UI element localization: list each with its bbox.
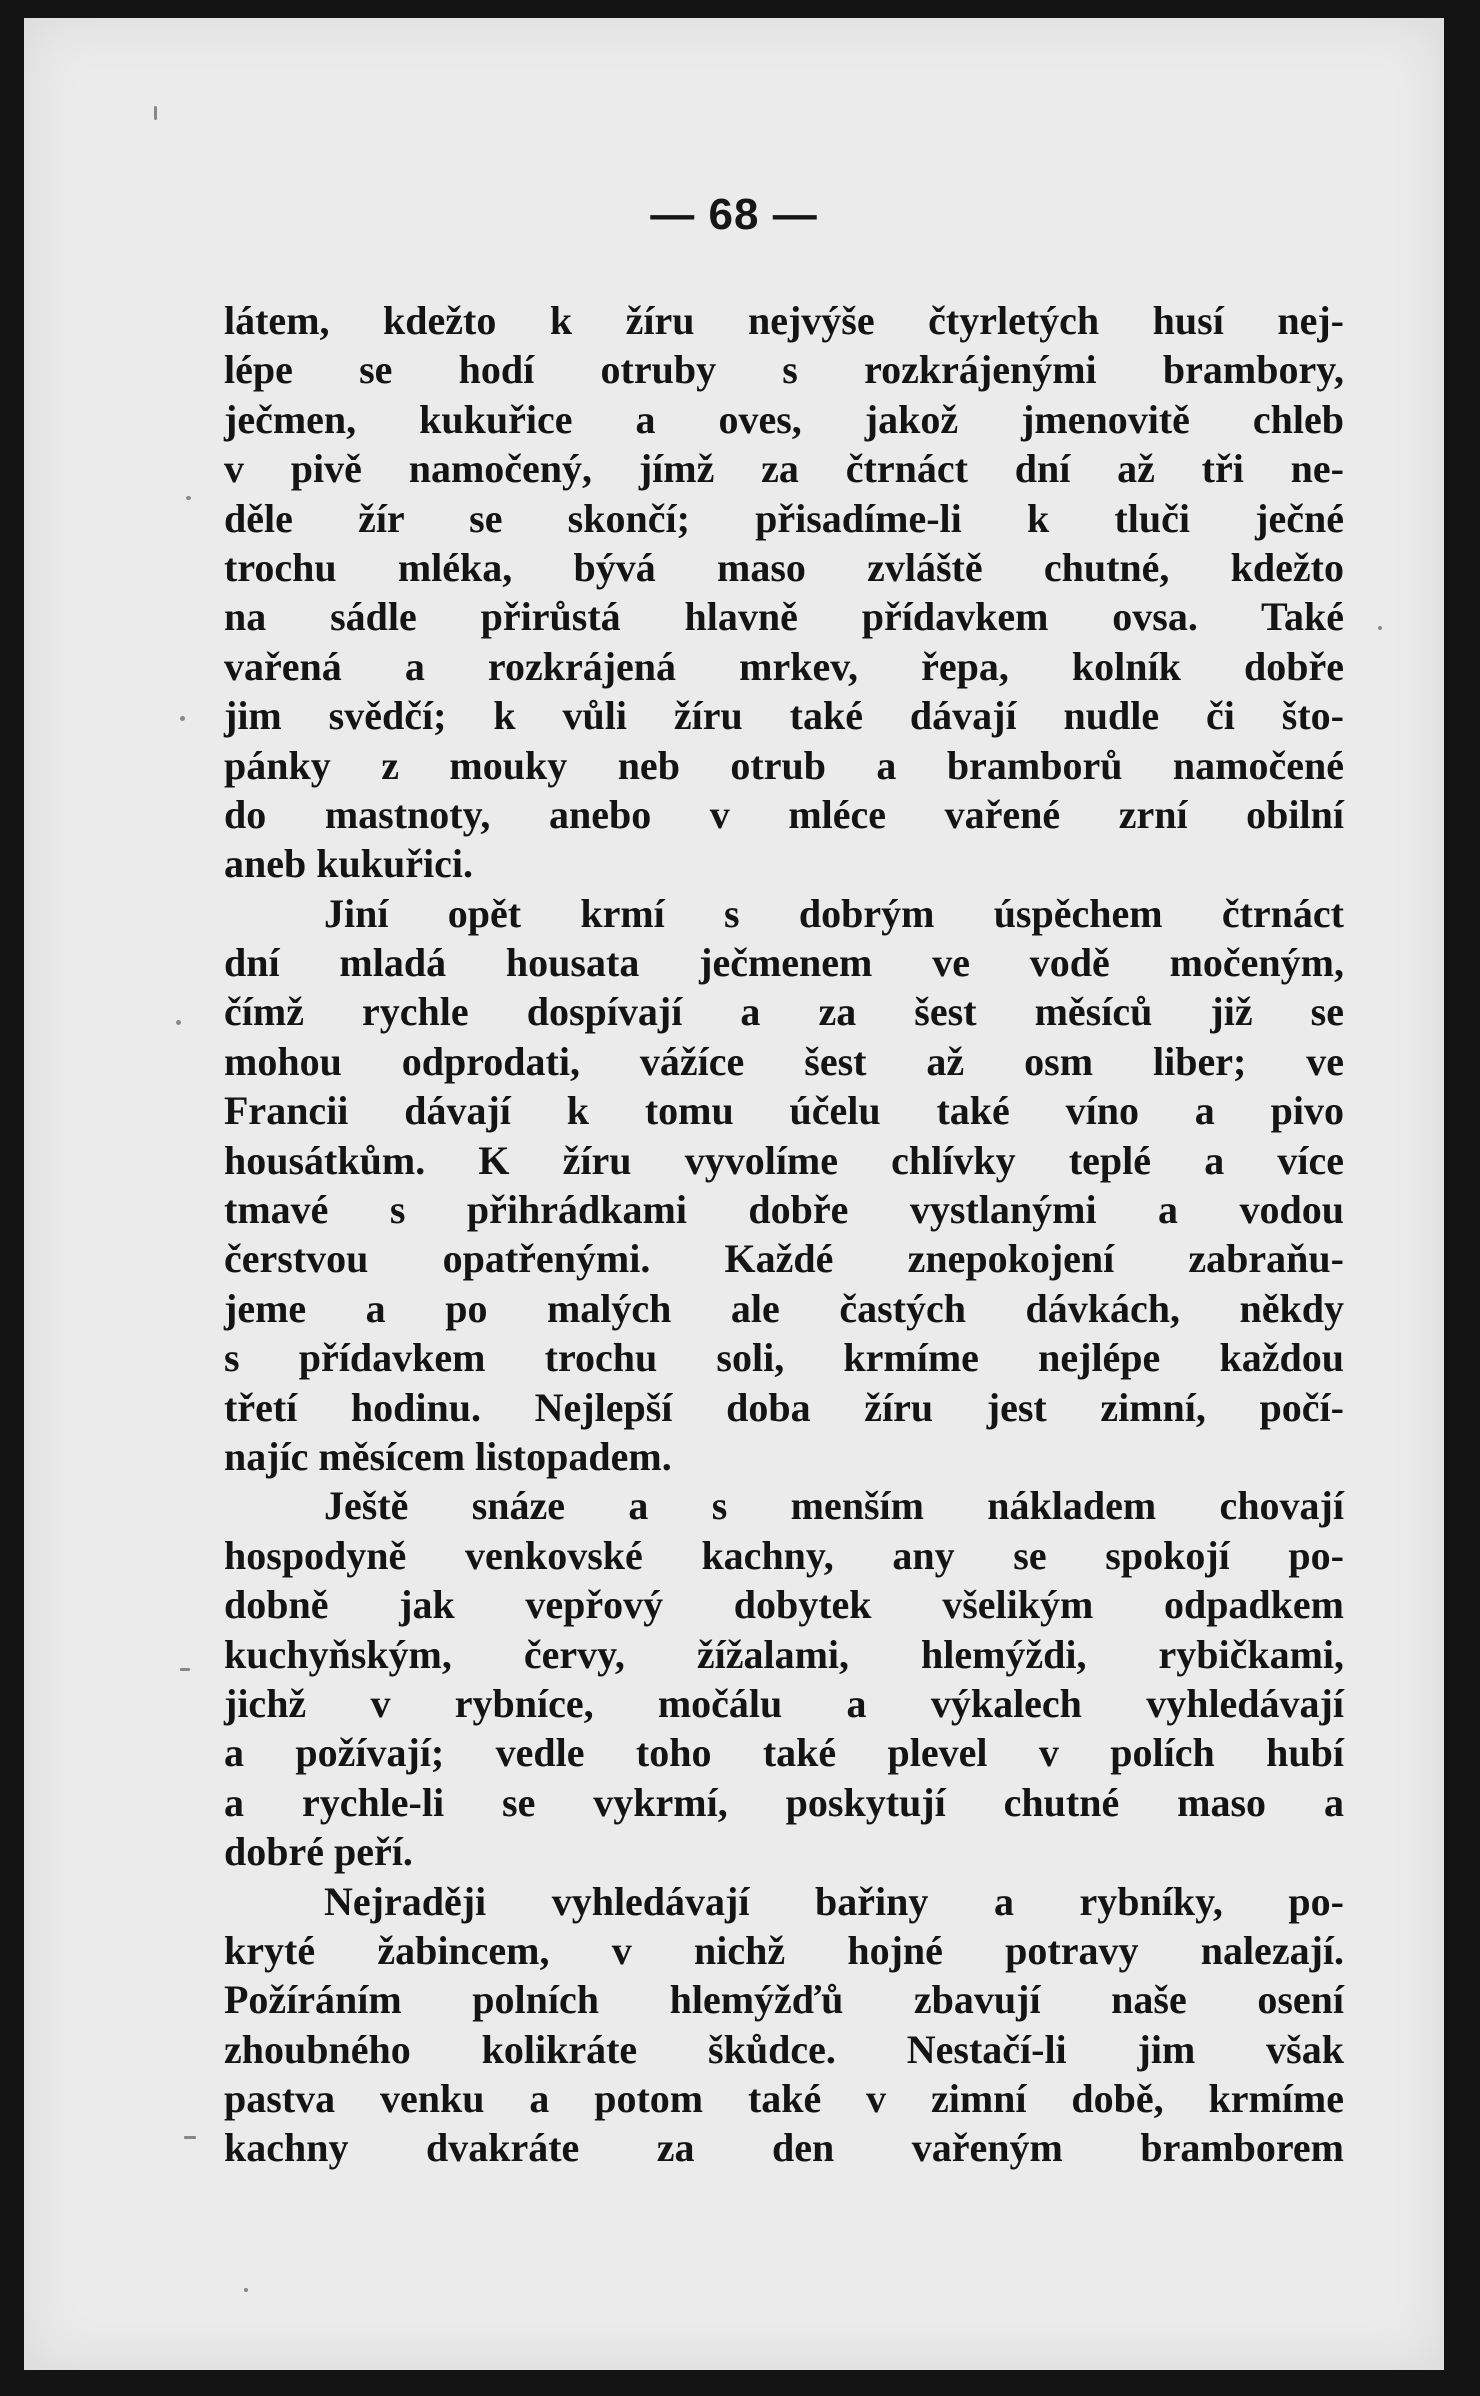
text-line: hospodyně venkovské kachny, any se spokojí po- <box>224 1532 1344 1578</box>
text-line: kuchyňským, červy, žížalami, hlemýždi, rybičkami, <box>224 1631 1344 1677</box>
text-line: najíc měsícem listopadem. <box>224 1433 672 1479</box>
text-line: pánky z mouky neb otrub a bramborů namočené <box>224 742 1344 788</box>
text-line: aneb kukuřici. <box>224 841 473 887</box>
text-line: Požíráním polních hlemýžďů zbavují naše osení <box>224 1977 1344 2023</box>
text-line: kryté žabincem, v nichž hojné potravy nalezají. <box>224 1927 1344 1973</box>
text-line: dobré peří. <box>224 1829 413 1875</box>
text-line: dní mladá housata ječmenem ve vodě močeným, <box>224 940 1344 986</box>
scan-speck <box>180 716 185 721</box>
scan-speck <box>1378 626 1382 630</box>
text-line: ječmen, kukuřice a oves, jakož jmenovitě chleb <box>224 396 1344 442</box>
text-line: jim svědčí; k vůli žíru také dávají nudle či što- <box>224 693 1344 739</box>
text-line: Francii dávají k tomu účelu také víno a pivo <box>224 1088 1344 1134</box>
scan-speck <box>154 106 157 120</box>
text-line: dobně jak vepřový dobytek všelikým odpadkem <box>224 1582 1344 1628</box>
text-line: a rychle-li se vykrmí, poskytují chutné maso a <box>224 1779 1344 1825</box>
text-line: a požívají; vedle toho také plevel v polích hubí <box>224 1730 1344 1776</box>
text-line: jichž v rybníce, močálu a výkalech vyhledávají <box>224 1680 1344 1726</box>
text-line: čerstvou opatřenými. Každé znepokojení zabraňu- <box>224 1236 1344 1282</box>
text-line: čímž rychle dospívají a za šest měsíců již se <box>224 989 1344 1035</box>
text-line: děle žír se skončí; přisadíme-li k tluči ječné <box>224 495 1344 541</box>
text-line: housátkům. K žíru vyvolíme chlívky teplé a více <box>224 1137 1344 1183</box>
scan-speck <box>186 496 191 500</box>
text-line: Ještě snáze a s menším nákladem chovají <box>324 1483 1344 1529</box>
scan-speck <box>184 2136 196 2139</box>
text-line: tmavé s přihrádkami dobře vystlanými a vodou <box>224 1187 1344 1233</box>
text-line: v pivě namočený, jímž za čtrnáct dní až tři ne- <box>224 446 1344 492</box>
text-line: jeme a po malých ale častých dávkách, někdy <box>224 1285 1344 1331</box>
text-line: Jiní opět krmí s dobrým úspěchem čtrnáct <box>324 890 1344 936</box>
text-line: látem, kdežto k žíru nejvýše čtyrletých husí nej- <box>224 298 1344 343</box>
text-line: na sádle přirůstá hlavně přídavkem ovsa. Také <box>224 594 1344 640</box>
text-line: lépe se hodí otruby s rozkrájenými brambory, <box>224 347 1344 393</box>
text-line: zhoubného kolikráte škůdce. Nestačí-li jim však <box>224 2026 1344 2072</box>
text-line: mohou odprodati, vážíce šest až osm liber; ve <box>224 1038 1344 1084</box>
scan-speck <box>244 2288 248 2292</box>
text-line: trochu mléka, bývá maso zvláště chutné, kdežto <box>224 544 1344 590</box>
text-line: pastva venku a potom také v zimní době, krmíme <box>224 2076 1344 2122</box>
text-line: kachny dvakráte za den vařeným bramborem <box>224 2125 1344 2171</box>
scanned-page <box>24 18 1444 2370</box>
text-line: vařená a rozkrájená mrkev, řepa, kolník dobře <box>224 643 1344 689</box>
scan-speck <box>176 1020 181 1025</box>
body-text <box>224 296 1344 2173</box>
text-line: do mastnoty, anebo v mléce vařené zrní obilní <box>224 791 1344 837</box>
scan-speck <box>180 1668 190 1671</box>
text-line: s přídavkem trochu soli, krmíme nejlépe každou <box>224 1335 1344 1381</box>
page-number: — 68 — <box>650 190 818 239</box>
text-line: Nejraději vyhledávají bařiny a rybníky, po- <box>324 1878 1344 1924</box>
text-line: třetí hodinu. Nejlepší doba žíru jest zimní, počí- <box>224 1384 1344 1430</box>
